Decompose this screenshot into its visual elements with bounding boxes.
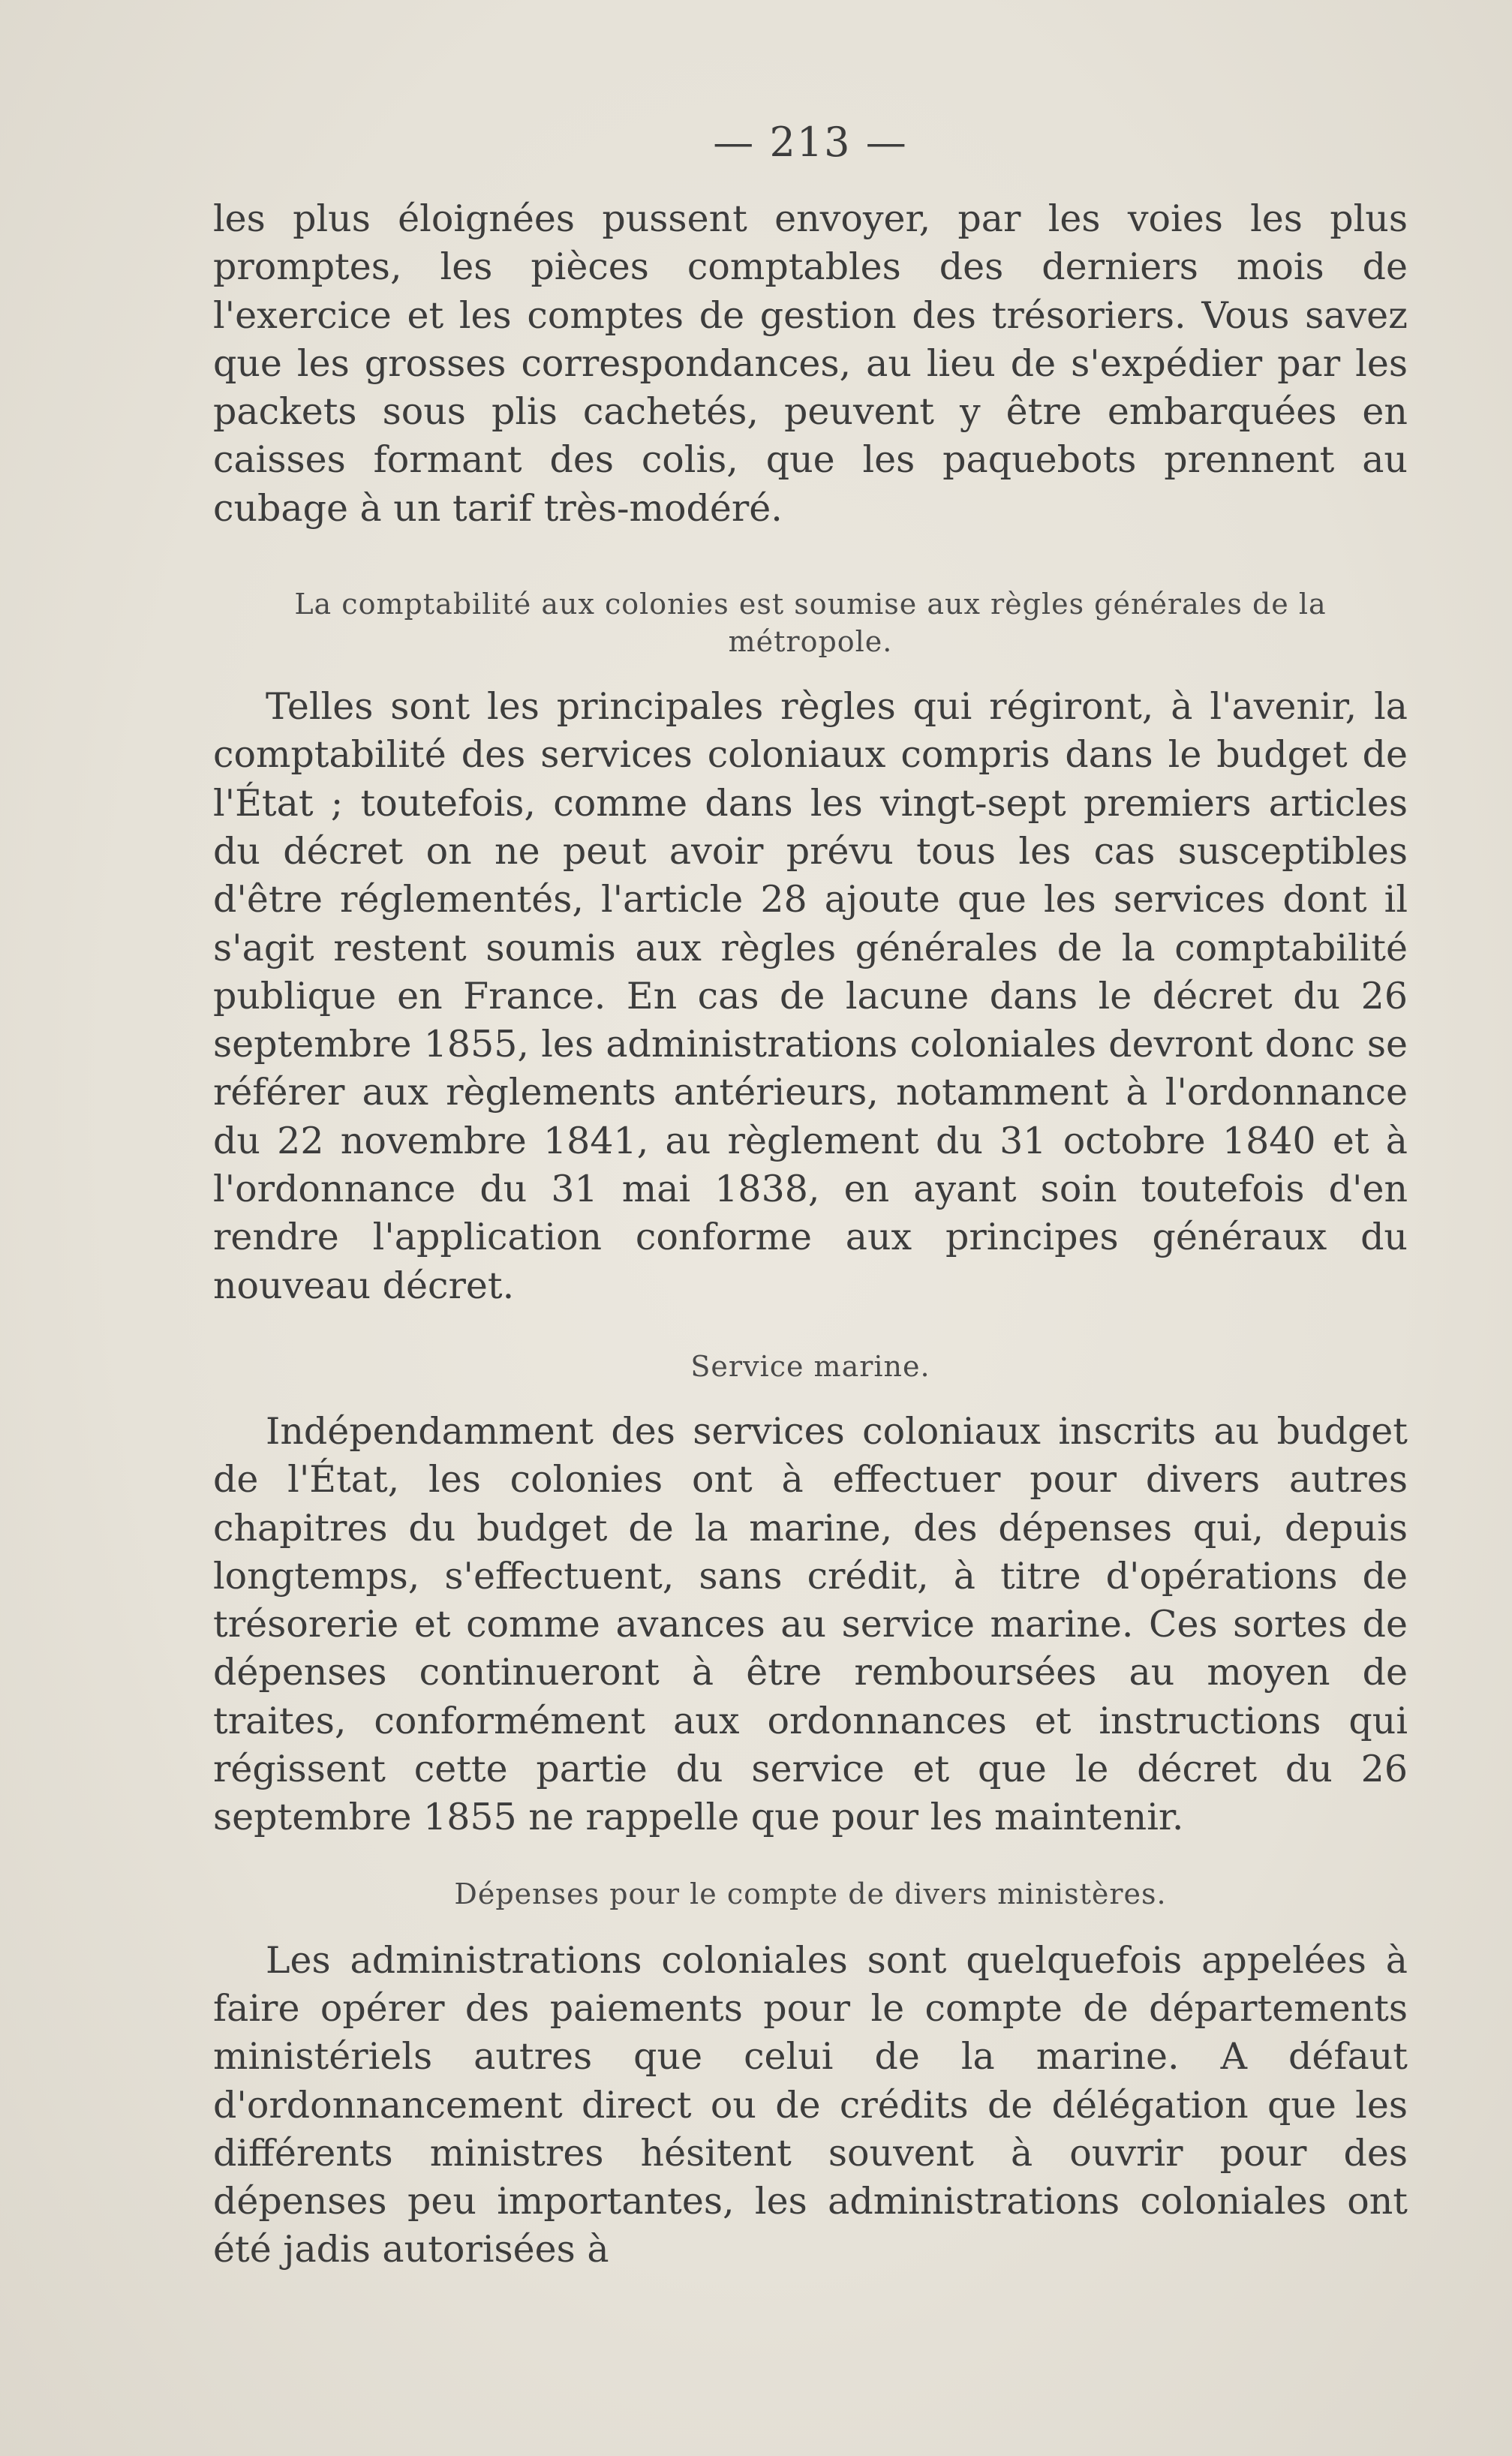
paragraph-service-marine: Indépendamment des services coloniaux inscrits au budget de l'État, les colonies ont à effectuer pour divers autres chapitres du budget de la marine, des dépenses qui, depuis longtemps, s'effectuent, sans crédit, à titre d'opérations de trésorerie et comme avances au service marine. Ces sortes de dépenses continueront à être remboursées au moyen de traites, conformément aux ordonnances et instructions qui régissent cette partie du service et que le décret du 26 septembre 1855 ne rappelle que pour les maintenir.: [213, 1409, 1408, 1839]
section-heading-comptabilite: La comptabilité aux colonies est soumise aux règles générales de la métropole.: [294, 588, 1327, 659]
page-number: — 213 —: [713, 119, 908, 166]
section-heading-service-marine: Service marine.: [690, 1349, 930, 1383]
page-content: [213, 113, 1408, 2274]
paragraph-depenses-ministeres: Les administrations coloniales sont quelquefois appelées à faire opérer des paiements pour le compte de départements ministériels autres que celui de la marine. A défaut d'ordonnancement direct ou de crédits de délégation que les différents ministres hésitent souvent à ouvrir pour des dépenses peu importantes, les administrations coloniales ont été jadis autorisées à: [213, 1938, 1408, 2271]
section-heading-depenses-ministeres: Dépenses pour le compte de divers ministères.: [454, 1877, 1167, 1910]
paragraph-principales-regles: Telles sont les principales règles qui régiront, à l'avenir, la comptabilité des services coloniaux compris dans le budget de l'État ; toutefois, comme dans les vingt-sept premiers articles du décret on ne peut avoir prévu tous les cas susceptibles d'être réglementés, l'article 28 ajoute que les services dont il s'agit restent soumis aux règles générales de la comptabilité publique en France. En cas de lacune dans le décret du 26 septembre 1855, les administrations coloniales devront donc se référer aux règlements antérieurs, notamment à l'ordonnance du 22 novembre 1841, au règlement du 31 octobre 1840 et à l'ordonnance du 31 mai 1838, en ayant soin toutefois d'en rendre l'application conforme aux principes généraux du nouveau décret.: [213, 685, 1408, 1307]
paragraph-continuation: les plus éloignées pussent envoyer, par les voies les plus promptes, les pièces comptables des derniers mois de l'exercice et les comptes de gestion des trésoriers. Vous savez que les grosses correspondances, au lieu de s'expédier par les packets sous plis cachetés, peuvent y être embarquées en caisses formant des colis, que les paquebots prennent au cubage à un tarif très-modéré.: [213, 197, 1408, 530]
